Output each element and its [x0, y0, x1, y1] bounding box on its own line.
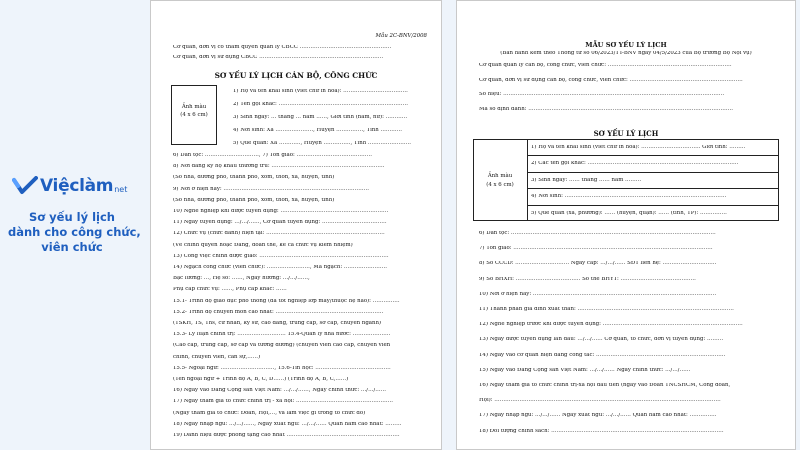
form-field-line: 8) Nơi đăng ký hộ khẩu thường trú: ……………………………………………………… — [173, 164, 385, 170]
form-field-line: 14) Ngày vào cơ quan hiện đang công tác: ……………………………………………………………… — [479, 352, 726, 358]
form-field-line: 12) Chức vụ (chức danh) hiện tại: ………………………………………………………… — [173, 231, 385, 237]
form-field-line: 15) Ngày vào Đảng Cộng sản Việt Nam: …/…/…… Ngày chính thức: …/…/…… — [479, 367, 691, 373]
form-field-line: (Số nhà, đường phố, thành phố, xóm, thôn, xã, huyện, tỉnh) — [173, 175, 335, 181]
form-field-line: (Số nhà, đường phố, thành phố, xóm, thôn, xã, huyện, tỉnh) — [173, 197, 335, 203]
form-field-line: 18) Ngày nhập ngũ: …/…/……, Ngày xuất ngũ: …/…/…… Quân hàm cao nhất: ……… — [173, 421, 402, 427]
form-field-line: 11) Ngày tuyển dụng: …/…/……, Cơ quan tuyển dụng: ……………………………… — [173, 220, 387, 226]
form-field-line: Phụ cấp chức vụ: ……, Phụ cấp khác: …… — [173, 287, 287, 293]
form-field-line: (Về chính quyền hoặc Đảng, đoàn thể, kể cả chức vụ kiêm nhiệm) — [173, 242, 353, 248]
form-field-line: Bậc lương: …, Hệ số: ……, Ngày hưởng: …/…/……, — [173, 276, 310, 282]
form-field-line: 4) Nơi sinh: Xã …………………, Huyện ……………, Tỉnh ………… — [233, 128, 403, 133]
form-field-line: (Cao cấp, trung cấp, sơ cấp và tương đương) (chuyên viên cao cấp, chuyên viên — [173, 343, 391, 349]
form-field-line: 2) Các tên gọi khác: ………………………………………………………………………… — [531, 161, 739, 167]
form-field-line: 1) Họ và tên khai sinh (viết chữ in hoa): …………………………… Giới tính: ……… — [531, 145, 746, 150]
form-field-line: Cơ quan quản lý cán bộ, công chức, viên chức: …………………………………………………………… — [479, 63, 732, 68]
caption — [8, 210, 141, 255]
doc2-header-title: MẪU SƠ YẾU LÝ LỊCH — [585, 41, 667, 49]
form-field-line: 15.5- Ngoại ngữ: …………………………, 15.6-Tin học: …………………………………… — [173, 365, 391, 371]
brand-logo[interactable] — [12, 176, 127, 196]
form-field-line: 15.2- Trình độ chuyên môn cao nhất: …………………………………………………… — [173, 309, 384, 315]
agency-manage-line: Cơ quan, đơn vị có thẩm quyền quản lý CBCC …………………………………………… — [173, 45, 392, 50]
form-field-line: 15.3- Lý luận chính trị: ……………………… 15.4-Quản lý nhà nước: ………………… — [173, 332, 391, 338]
form-field-line: 8) Số CCCD: ………………………… Ngày cấp: …/…/…… SĐT liên hệ: ………………………… — [479, 261, 717, 267]
form-field-line: 13) Ngày được tuyển dụng lần đầu: …/…/…… Cơ quan, tổ chức, đơn vị tuyển dụng: ……… — [479, 337, 724, 343]
form-field-line: 17) Ngày nhập ngũ: …/…/…… Ngày xuất ngũ: …/…/…… Quân hàm cao nhất: …………… — [479, 413, 717, 419]
form-field-line: chính, chuyên viên, cán sự,……) — [173, 354, 261, 360]
doc2-table-divider — [527, 139, 528, 221]
caption-line: viên chức — [41, 240, 103, 254]
form-field-line: 18) Đối tượng chính sách: …………………………………………………………………………………… — [479, 428, 724, 434]
form-field-line: (TSKH, TS, Ths, cử nhân, kỹ sư, cao đẳng, trung cấp, sơ cấp, chuyên ngành) — [173, 321, 382, 326]
form-field-line: 2) Tên gọi khác: ……………………………………………………………… — [233, 102, 408, 107]
form-field-line: 11) Thành phần gia đình xuất thân: …………………………………………………………………………… — [479, 307, 734, 312]
doc2-photo-size: (4 x 6 cm) — [486, 182, 514, 188]
form-field-line: 15.1- Trình độ giáo dục phổ thông (đã tốt nghiệp lớp mấy/thuộc hệ nào): …………… — [173, 298, 400, 304]
form-field-line: 7) Tôn giáo: ………………………………………………………………………………………………… — [479, 246, 713, 252]
form-field-line: Cơ quan, đơn vị sử dụng cán bộ, công chức, viên chức: ……………………………………………………… — [479, 77, 743, 83]
document-2008-form — [150, 0, 442, 450]
agency-use-line: Cơ quan, đơn vị sử dụng CBCC …………………………………………………………… — [173, 55, 384, 60]
brand-check-icon — [12, 176, 38, 196]
document-2023-form — [456, 0, 796, 450]
caption-line: Sơ yếu lý lịch — [28, 210, 115, 224]
doc2-table-row-separator — [527, 155, 779, 156]
form-field-line: Mã số định danh: …………………………………………………………………………………………………… — [479, 106, 734, 112]
form-field-line: 12) Nghề nghiệp trước khi được tuyển dụng: …………………………………………………………………… — [479, 322, 743, 328]
form-field-line: 16) Ngày vào Đảng Cộng sản Việt Nam: …/…/……, Ngày chính thức: …/…/…… — [173, 388, 387, 394]
doc1-title: SƠ YẾU LÝ LỊCH CÁN BỘ, CÔNG CHỨC — [214, 71, 378, 80]
caption-line: dành cho công chức, — [8, 225, 141, 239]
doc2-header-sub: (Ban hành kèm theo Thông tư số 06/2023/TT-BNV ngày 04/5/2023 của Bộ trưởng Bộ Nội vụ) — [500, 51, 752, 56]
form-field-line: 3) Sinh ngày: … tháng … năm ……, Giới tính (nam, nữ): ………… — [233, 115, 408, 120]
form-field-line: (Ngày tham gia tổ chức: Đoàn, Hội,…, và làm việc gì trong tổ chức đó) — [173, 410, 366, 416]
form-field-line: 6) Dân tộc: …………………………………………………………………………………………………… — [479, 231, 716, 236]
form-field-line: 13) Công việc chính được giao: ……………………………………………………………… — [173, 253, 389, 259]
form-field-line: 19) Danh hiệu được phong tặng cao nhất ……………………………………………………… — [173, 433, 400, 438]
form-field-line: 4) Nơi sinh: ……………………………………………………………………………… — [531, 194, 727, 200]
form-field-line: Số hiệu: …………………………………………………………………………………………………………… — [479, 92, 725, 97]
left-panel — [0, 0, 140, 450]
form-field-line: 6) Dân tộc: …………………………, 7) Tôn giáo: …………………………………… — [173, 153, 372, 158]
doc2-title: SƠ YẾU LÝ LỊCH — [593, 129, 659, 138]
form-field-line: 1) Họ và tên khai sinh (viết chữ in hoa): ……………………………… — [233, 89, 408, 94]
doc2-table-row-separator — [527, 188, 779, 189]
brand-name: Việclàm — [40, 176, 114, 196]
form-field-line: 5) Quê quán: Xã …………, Huyện ……………, Tỉnh …………………… — [233, 141, 412, 146]
photo-label: Ảnh màu — [181, 104, 207, 110]
form-field-line: 16) Ngày tham gia tổ chức chính trị-xã hội đầu tiên (ngày vào Đoàn TNCSHCM, Công đoàn, — [479, 383, 731, 388]
photo-size: (4 x 6 cm) — [180, 112, 208, 118]
form-field-line: 5) Quê quán (xã, phường): …… (huyện, quận): …… (tỉnh, TP): …………… — [531, 210, 727, 216]
form-field-line: 9) Nơi ở hiện nay: ……………………………………………………………………… — [173, 186, 369, 192]
brand-suffix: net — [114, 184, 128, 194]
form-field-line: (Tên ngoại ngữ + Trình độ A, B, C, D……) (Trình độ A, B, C,……) — [173, 377, 349, 382]
form-field-line: 3) Sinh ngày: …… tháng …… năm ……… — [531, 177, 642, 183]
doc2-table-row-separator — [527, 205, 779, 206]
form-field-line: 17) Ngày tham gia tổ chức chính trị - xã hội: ……………………………………………… — [173, 399, 394, 405]
doc2-table-row-separator — [527, 172, 779, 173]
photo-box — [171, 85, 217, 145]
form-field-line: 14) Ngạch công chức (viên chức): ……………………, Mã ngạch: …………………… — [173, 265, 388, 270]
form-field-line: 10) Nghề nghiệp khi được tuyển dụng: …………………………………………………… — [173, 209, 389, 214]
form-field-line: 9) Số BHXH: ……………………………… Số thẻ BHYT: …………………………………… — [479, 276, 696, 282]
doc2-photo-label: Ảnh màu — [487, 173, 513, 179]
form-field-line: 10) Nơi ở hiện nay: ………………………………………………………………………………………… — [479, 291, 717, 297]
form-field-line: Hội): ……………………………………………………………………………………………………………… — [479, 398, 721, 404]
form-code: Mẫu 2C-BNV/2008 — [375, 33, 427, 39]
